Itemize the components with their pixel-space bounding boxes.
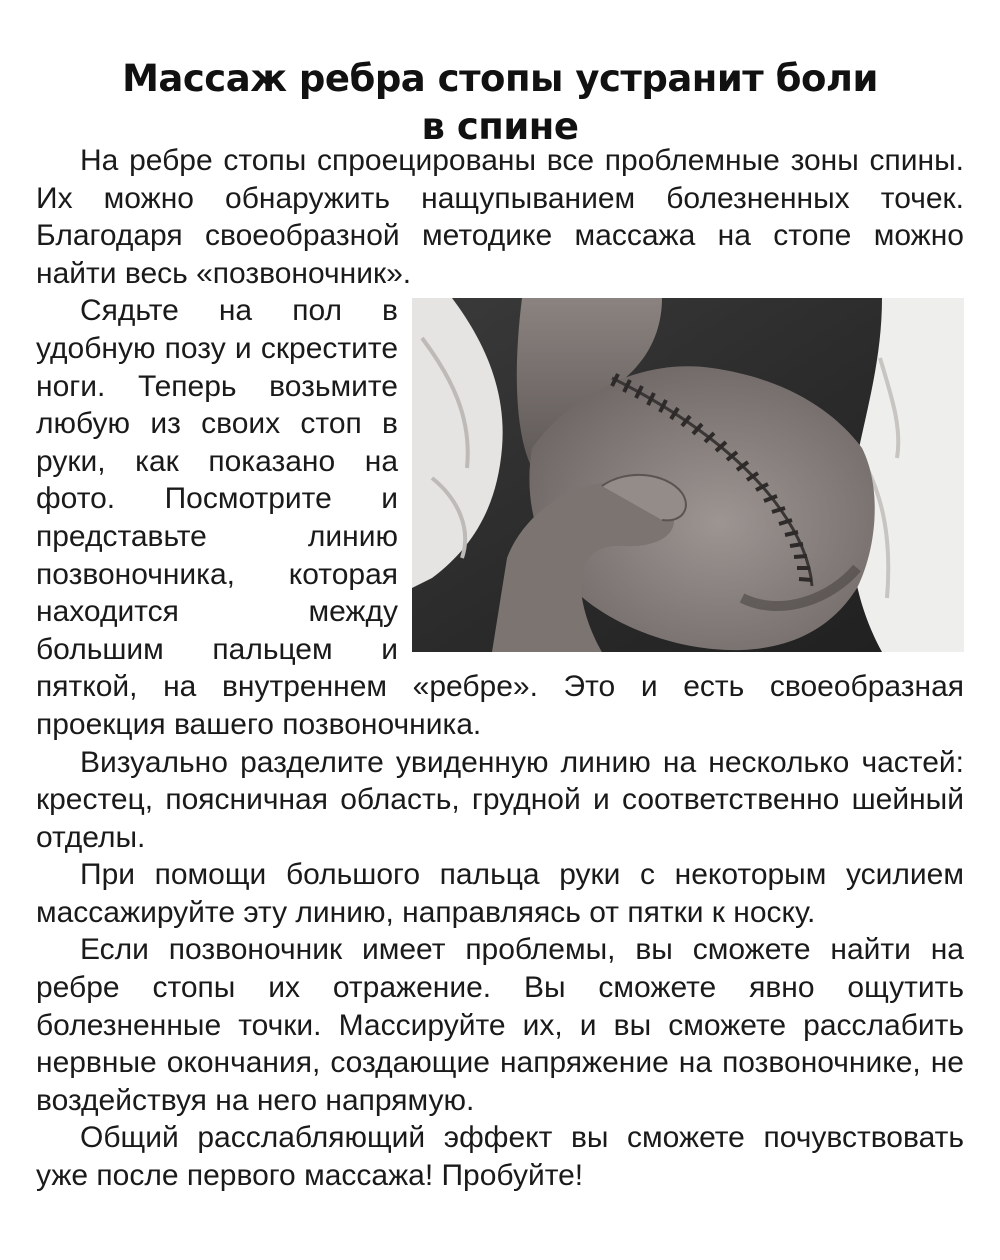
title-line-2: в спине [421, 104, 579, 148]
paragraph-instructions [36, 292, 964, 743]
foot-massage-photo [412, 298, 964, 652]
paragraph-instructions-text: Сядьте на пол в удобную позу и скрестите ноги. Теперь возьмите любую из своих стоп в руки, как показано на фото. Посмотрите и представьте линию позвоночника, которая находится между большим пальцем и пяткой, на внутреннем «ребре». Это и есть своеобразная проекция вашего позвоночника. [36, 294, 964, 741]
article-title [40, 55, 960, 151]
paragraph-effect: Общий расслабляющий эффект вы сможете почувствовать уже после первого массажа! Пробуйте! [36, 1121, 964, 1193]
paragraph-massage: При помощи большого пальца руки с некоторым усилием массажируйте эту линию, направляясь от пятки к носку. [36, 858, 964, 929]
paragraph-problems: Если позвоночник имеет проблемы, вы сможете найти на ребре стопы их отражение. Вы сможете явно ощутить болезненные точки. Массируйте их, и вы сможете расслабить нервные окончания, создающие напряжение на позвоночнике, не воздействуя на него напрямую. [36, 933, 964, 1117]
title-line-1: Массаж ребра стопы устранит боли [122, 56, 878, 100]
paragraph-divide: Визуально разделите увиденную линию на несколько частей: крестец, поясничная область, грудной и соответственно шейный отделы. [36, 745, 964, 854]
paragraph-intro: На ребре стопы спроецированы все проблемные зоны спины. Их можно обнаружить нащупыванием болезненных точек. Благодаря своеобразной методике массажа на стопе можно найти весь «позвоночник». [36, 144, 964, 290]
article-body [36, 142, 964, 1195]
